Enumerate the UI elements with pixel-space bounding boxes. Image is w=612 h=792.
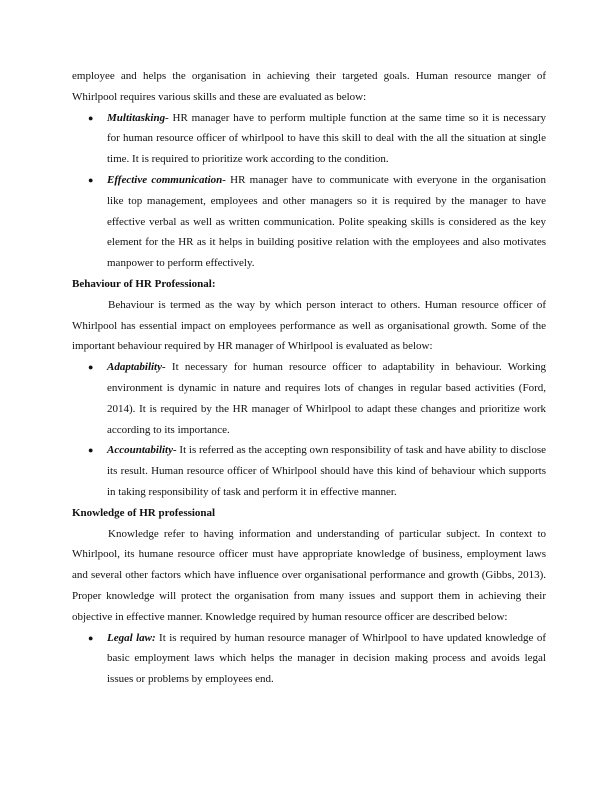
item-term: Effective communication- [107,173,226,186]
list-item [72,440,546,502]
item-term: Adaptability- [107,361,166,374]
section-heading-behaviour: Behaviour of HR Professional: [72,277,216,290]
list-item [72,357,546,440]
bullet-icon: ● [88,174,94,185]
item-text: It necessary for human resource officer to adaptability in behaviour. Working environment is dynamic in nature and requires lots of changes in regular based activities (Ford, 2014). It is required by the HR manager of Whirlpool to adapt these changes and prioritize work according to its importance. [107,361,546,436]
item-text: It is required by human resource manager of Whirlpool to have updated knowledge of basic employment laws which helps the manager in decision making process and avoids legal issues or problems by employees end. [107,631,546,686]
knowledge-list [72,628,546,690]
item-text: It is referred as the accepting own responsibility of task and have ability to disclose its result. Human resource officer of Whirlpool should have this kind of behaviour which supports in taking responsibility of task and perform it in effective manner. [107,444,546,498]
section-heading-knowledge: Knowledge of HR professional [72,506,216,519]
item-term: Legal law: [107,631,156,644]
bullet-icon: ● [88,445,94,456]
item-text: HR manager have to perform multiple function at the same time so it is necessary for human resource officer of whirlpool to have this skill to deal with the all the situation at single time. It is required to prioritize work according to the condition. [107,111,546,166]
list-item [72,108,546,170]
item-term: Accountability- [107,444,177,457]
item-text: HR manager have to communicate with everyone in the organisation like top management, employees and other managers so it is required by the manager to have effective verbal as well as written communication. Polite speaking skills is considered as the key element for the HR as it helps in building positive relation with the employees and also motivates manpower to perform effectively. [107,173,546,270]
bullet-icon: ● [88,362,94,373]
skills-list [72,108,546,274]
intro-paragraph: employee and helps the organisation in achieving their targeted goals. Human resource manger of Whirlpool requires various skills and these are evaluated as below: [72,70,546,103]
behaviour-paragraph: Behaviour is termed as the way by which person interact to others. Human resource officer of Whirlpool has essential impact on employees performance as well as organisational growth. Some of the important behaviour required by HR manager of Whirlpool is evaluated as below: [72,298,546,353]
knowledge-paragraph: Knowledge refer to having information and understanding of particular subject. In context to Whirlpool, its humane resource officer must have appropriate knowledge of business, employment laws and several other factors which have influence over organisational performance and growth (Gibbs, 2013). Proper knowledge will protect the organisation from many issues and support them in achieving their objective in effective manner. Knowledge required by human resource officer are described below: [72,527,546,623]
item-term: Multitasking- [107,111,169,124]
list-item [72,628,546,690]
bullet-icon: ● [88,632,94,643]
bullet-icon: ● [88,112,94,123]
list-item [72,170,546,274]
behaviour-list [72,357,546,503]
document-page [72,66,546,690]
